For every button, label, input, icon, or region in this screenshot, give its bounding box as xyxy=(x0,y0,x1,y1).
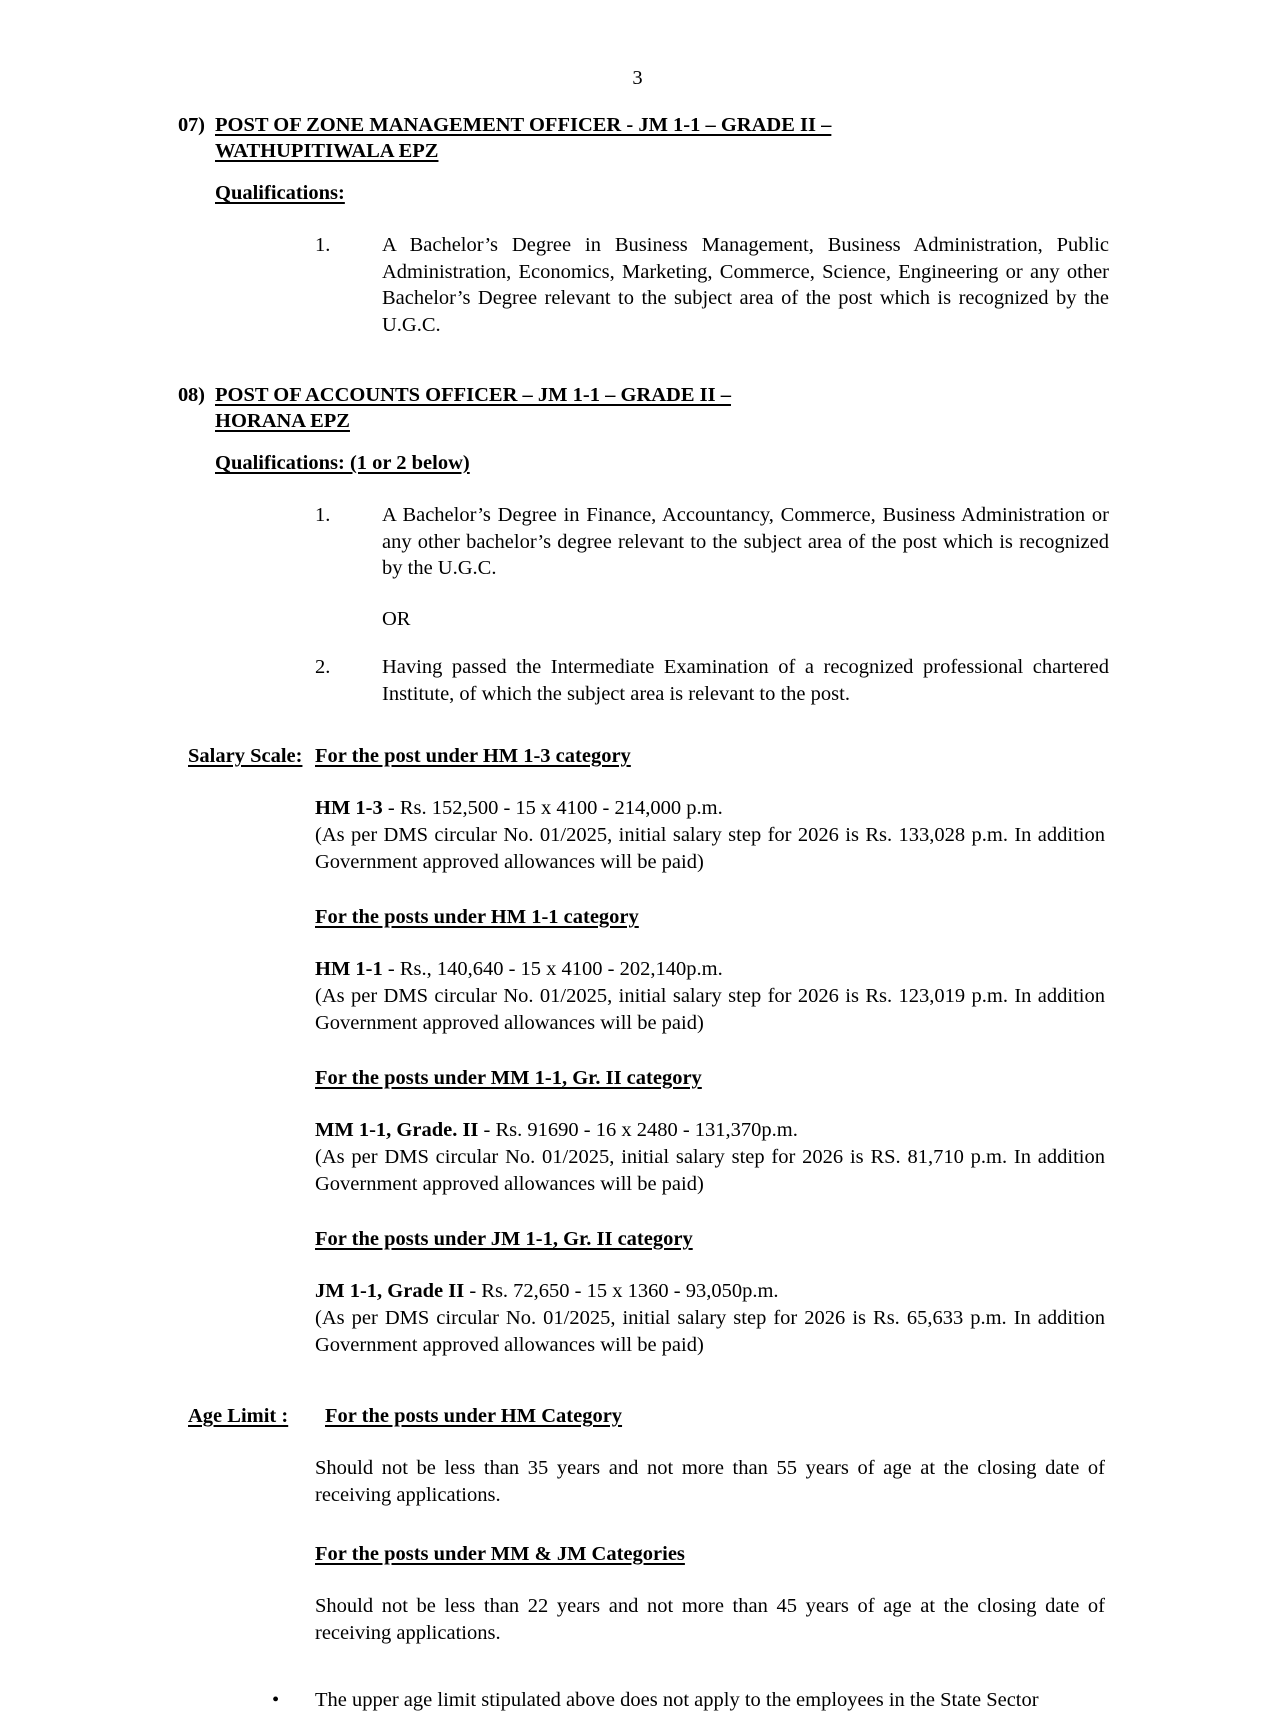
post-title-08-line2: HORANA EPZ xyxy=(215,410,350,432)
post-heading-07 xyxy=(0,112,1275,164)
bullet-icon: • xyxy=(272,1689,280,1711)
salary-grade-4: JM 1-1, Grade II xyxy=(315,1280,465,1302)
salary-note-4: (As per DMS circular No. 01/2025, initial salary step for 2026 is Rs. 65,633 p.m. In addition Government approved allowances will be paid) xyxy=(315,1307,1105,1356)
age-group-heading-1-text: For the posts under HM Category xyxy=(325,1405,623,1427)
salary-group-heading-4-text: For the posts under JM 1-1, Gr. II category xyxy=(315,1228,693,1250)
salary-group-heading-3 xyxy=(0,1065,1275,1091)
salary-amount-1 xyxy=(315,795,1105,822)
salary-group-2 xyxy=(0,956,1105,1037)
post-number-07: 07) xyxy=(178,114,205,136)
salary-value-2: - Rs., 140,640 - 15 x 4100 - 202,140p.m. xyxy=(387,958,723,980)
qualifications-heading-07-text: Qualifications: xyxy=(215,182,345,204)
salary-amount-3 xyxy=(315,1117,1105,1144)
age-limit-label-text: Age Limit : xyxy=(188,1405,289,1427)
age-group-heading-2 xyxy=(0,1541,1275,1567)
salary-note-3: (As per DMS circular No. 01/2025, initial salary step for 2026 is RS. 81,710 p.m. In addition Government approved allowances will be paid) xyxy=(315,1146,1105,1195)
salary-value-1: - Rs. 152,500 - 15 x 4100 - 214,000 p.m. xyxy=(387,797,723,819)
post-number-08: 08) xyxy=(178,384,205,406)
qualification-item xyxy=(0,502,1275,582)
qualification-marker: 1. xyxy=(315,504,331,526)
qualifications-heading-07 xyxy=(0,180,1275,206)
salary-group-heading-2-text: For the posts under HM 1-1 category xyxy=(315,906,639,928)
post-title-07-line1: POST OF ZONE MANAGEMENT OFFICER - JM 1-1 – GRADE II – xyxy=(215,114,832,136)
salary-grade-2: HM 1-1 xyxy=(315,958,383,980)
salary-group-3 xyxy=(0,1117,1105,1198)
salary-group-heading-3-text: For the posts under MM 1-1, Gr. II category xyxy=(315,1067,702,1089)
salary-amount-2 xyxy=(315,956,1105,983)
salary-grade-1: HM 1-3 xyxy=(315,797,383,819)
salary-group-heading-2 xyxy=(0,904,1275,930)
page-number: 3 xyxy=(632,67,643,89)
document-content xyxy=(0,112,1275,1714)
age-limit-label xyxy=(188,1403,325,1429)
post-title-08 xyxy=(215,382,731,434)
qualifications-heading-08 xyxy=(0,450,1275,476)
salary-grade-3: MM 1-1, Grade. II xyxy=(315,1119,479,1141)
salary-scale-row xyxy=(0,743,1275,769)
salary-scale-label-text: Salary Scale: xyxy=(188,745,303,767)
age-group-text-2: Should not be less than 22 years and not more than 45 years of age at the closing date of receiving applications. xyxy=(315,1595,1105,1644)
qualification-item xyxy=(0,232,1275,338)
age-group-heading-1 xyxy=(325,1403,622,1429)
salary-group-1 xyxy=(0,795,1105,876)
salary-scale-label xyxy=(188,743,315,769)
qualification-marker: 1. xyxy=(315,234,331,256)
age-group-text-1: Should not be less than 35 years and not more than 55 years of age at the closing date of receiving applications. xyxy=(315,1457,1105,1506)
post-heading-08 xyxy=(0,382,1275,434)
qualification-marker: 2. xyxy=(315,656,331,678)
qualification-text: Having passed the Intermediate Examination of a recognized professional chartered Institute, of which the subject area is relevant to the post. xyxy=(382,656,1109,705)
salary-group-4 xyxy=(0,1278,1105,1359)
qualification-item xyxy=(0,654,1275,707)
post-title-07-line2: WATHUPITIWALA EPZ xyxy=(215,140,439,162)
age-group-heading-2-text: For the posts under MM & JM Categories xyxy=(315,1543,685,1565)
salary-value-4: - Rs. 72,650 - 15 x 1360 - 93,050p.m. xyxy=(469,1280,779,1302)
qualification-text: A Bachelor’s Degree in Business Management, Business Administration, Public Administration, Economics, Marketing, Commerce, Science, Engineering or any other Bachelor’s Degree relevant to the subject area of the post which is recognized by the U.G.C. xyxy=(382,234,1109,336)
salary-amount-4 xyxy=(315,1278,1105,1305)
salary-value-3: - Rs. 91690 - 16 x 2480 - 131,370p.m. xyxy=(483,1119,798,1141)
bullet-text: The upper age limit stipulated above does not apply to the employees in the State Sector xyxy=(315,1689,1039,1711)
salary-group-heading-4 xyxy=(0,1226,1275,1252)
salary-note-2: (As per DMS circular No. 01/2025, initial salary step for 2026 is Rs. 123,019 p.m. In addition Government approved allowances will be paid) xyxy=(315,985,1105,1034)
age-limit-row xyxy=(0,1403,1275,1429)
salary-note-1: (As per DMS circular No. 01/2025, initial salary step for 2026 is Rs. 133,028 p.m. In addition Government approved allowances will be paid) xyxy=(315,824,1105,873)
qualification-text: A Bachelor’s Degree in Finance, Accountancy, Commerce, Business Administration or any other bachelor’s degree relevant to the subject area of the post which is recognized by the U.G.C. xyxy=(382,504,1109,579)
salary-group-heading-1 xyxy=(315,743,631,769)
age-limit-bullet xyxy=(0,1687,1275,1714)
post-title-08-line1: POST OF ACCOUNTS OFFICER – JM 1-1 – GRADE II – xyxy=(215,384,731,406)
or-separator: OR xyxy=(382,607,411,630)
qualifications-heading-08-text: Qualifications: (1 or 2 below) xyxy=(215,452,470,474)
post-title-07 xyxy=(215,112,831,164)
salary-group-heading-1-text: For the post under HM 1-3 category xyxy=(315,745,631,767)
